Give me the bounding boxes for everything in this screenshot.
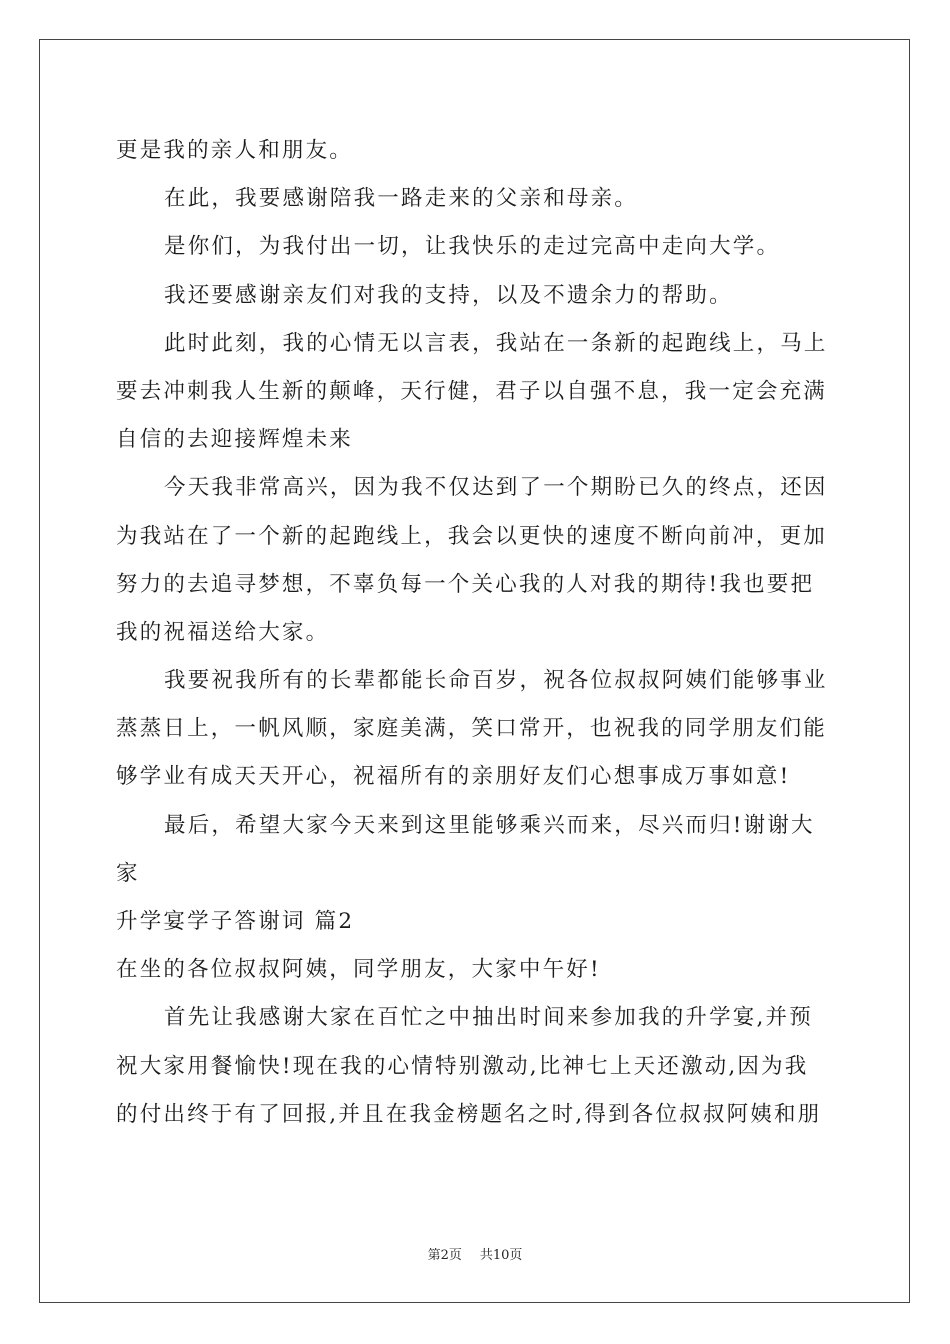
document-body bbox=[116, 127, 836, 1139]
text-line: 我的祝福送给大家。 bbox=[116, 619, 330, 645]
page-total: 共10页 bbox=[479, 1248, 523, 1263]
text-line: 要去冲刺我人生新的颠峰，天行健，君子以自强不息，我一定会充满 bbox=[116, 378, 828, 404]
text-line: 升学宴学子答谢词 篇2 bbox=[116, 909, 355, 934]
text-line: 今天我非常高兴，因为我不仅达到了一个期盼已久的终点，还因 bbox=[164, 475, 828, 501]
text-line: 蒸蒸日上，一帆风顺，家庭美满，笑口常开，也祝我的同学朋友们能 bbox=[116, 716, 828, 742]
text-line: 家 bbox=[116, 860, 140, 886]
text-line: 更是我的亲人和朋友。 bbox=[116, 138, 354, 163]
text-line: 此时此刻，我的心情无以言表，我站在一条新的起跑线上，马上 bbox=[164, 330, 828, 356]
page-number: 第2页 bbox=[427, 1248, 462, 1263]
text-line: 首先让我感谢大家在百忙之中抽出时间来参加我的升学宴,并预 bbox=[164, 1005, 813, 1031]
text-line: 是你们，为我付出一切，让我快乐的走过完高中走向大学。 bbox=[164, 234, 781, 260]
text-line: 我还要感谢亲友们对我的支持，以及不遗余力的帮助。 bbox=[164, 282, 733, 308]
text-line: 自信的去迎接辉煌未来 bbox=[116, 427, 354, 453]
text-line: 为我站在了一个新的起跑线上，我会以更快的速度不断向前冲，更加 bbox=[116, 523, 828, 549]
text-line: 在此，我要感谢陪我一路走来的父亲和母亲。 bbox=[164, 186, 639, 212]
text-line: 祝大家用餐愉快!现在我的心情特别激动,比神七上天还激动,因为我 bbox=[116, 1053, 809, 1079]
text-line: 最后，希望大家今天来到这里能够乘兴而来，尽兴而归!谢谢大 bbox=[164, 812, 815, 838]
text-line: 我要祝我所有的长辈都能长命百岁，祝各位叔叔阿姨们能够事业 bbox=[164, 668, 828, 694]
text-line: 努力的去追寻梦想，不辜负每一个关心我的人对我的期待!我也要把 bbox=[116, 571, 815, 597]
text-line: 的付出终于有了回报,并且在我金榜题名之时,得到各位叔叔阿姨和朋 bbox=[116, 1101, 822, 1127]
text-line: 够学业有成天天开心，祝福所有的亲朋好友们心想事成万事如意! bbox=[116, 764, 791, 790]
page-footer bbox=[0, 1247, 950, 1265]
text-line: 在坐的各位叔叔阿姨，同学朋友，大家中午好! bbox=[116, 957, 601, 983]
